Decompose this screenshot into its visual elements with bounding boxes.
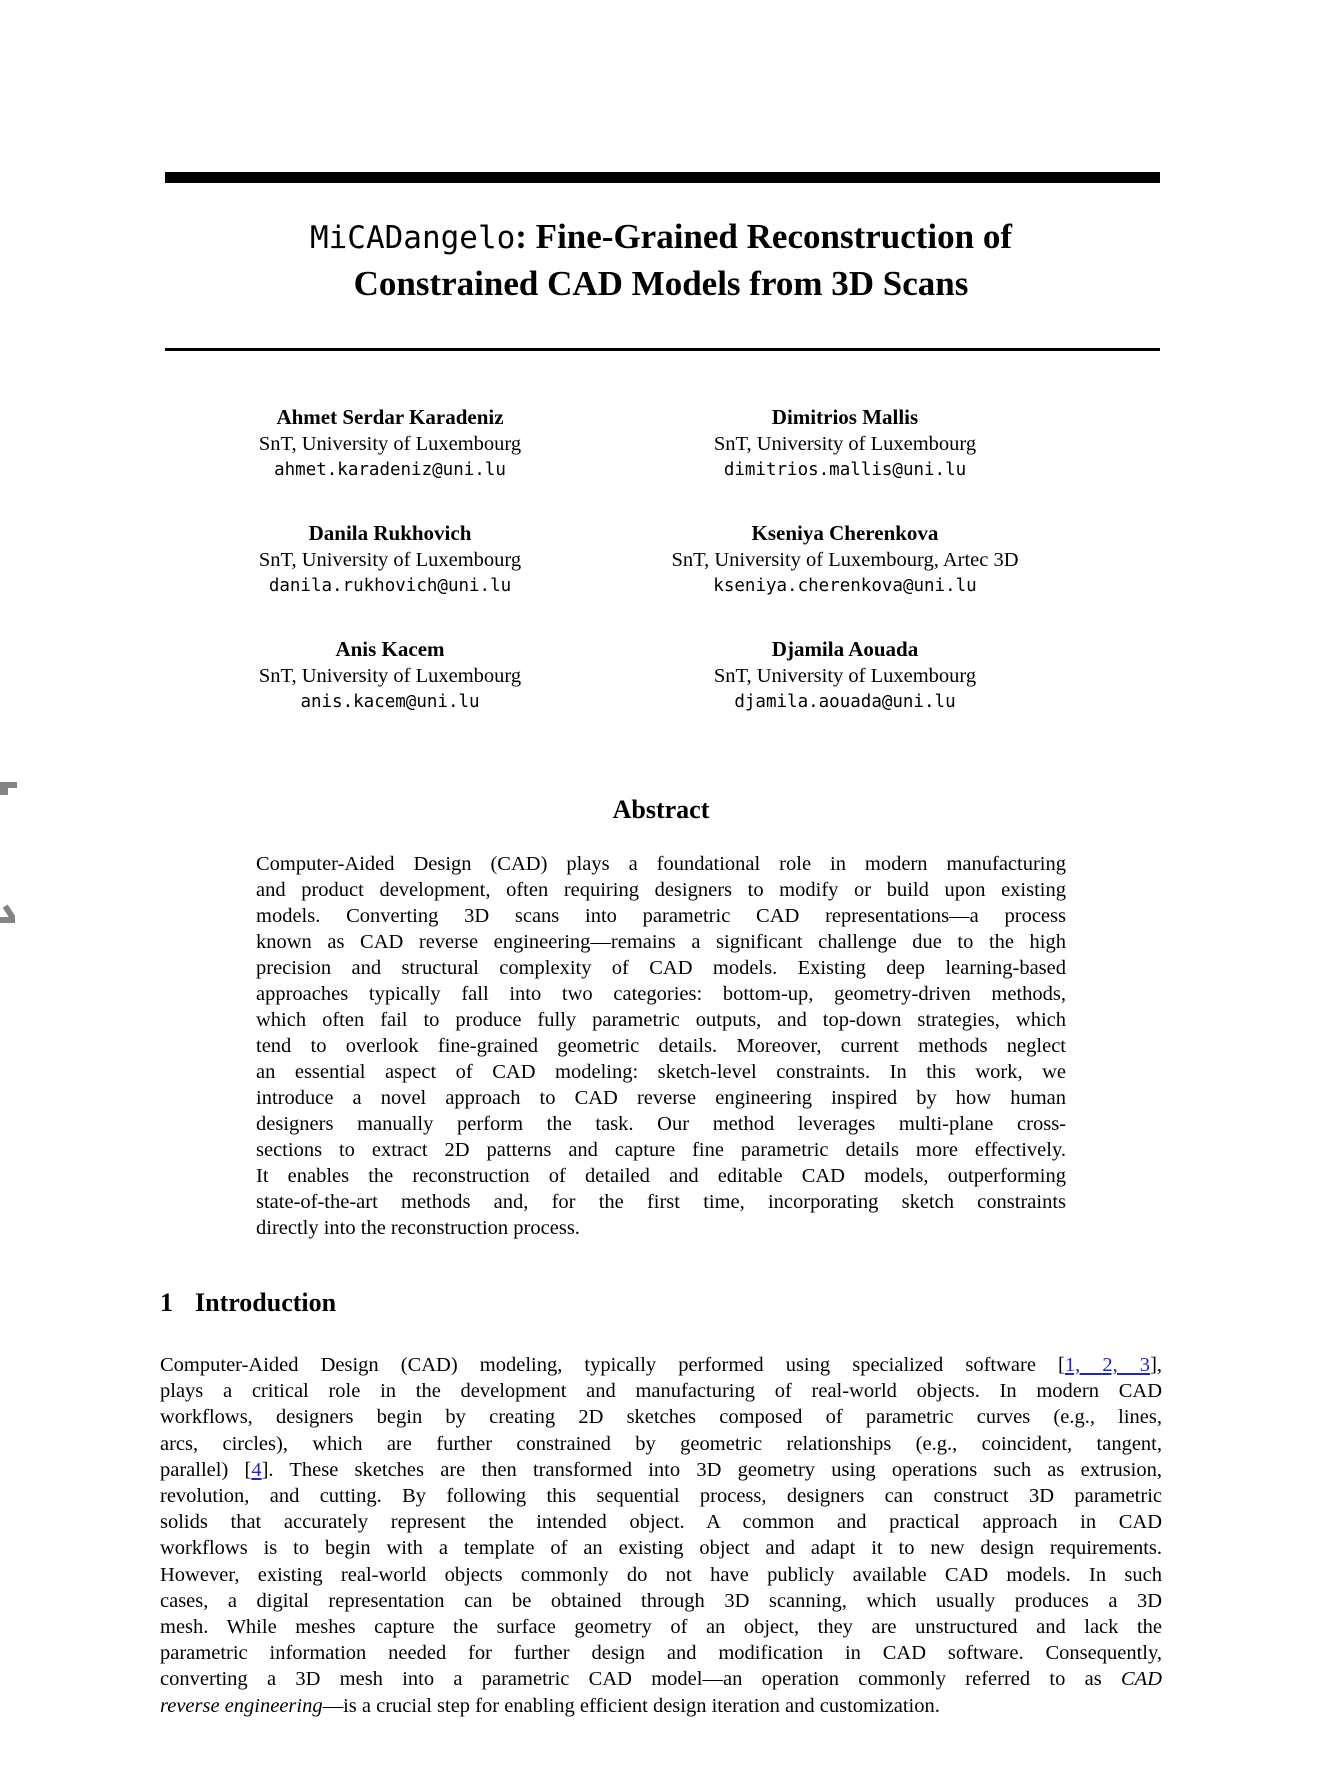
- text-segment: parametric information needed for further design and modification in CAD software. Consequently,: [160, 1642, 1162, 1665]
- text-segment: models. Converting 3D scans into parametric CAD representations—a process: [256, 905, 1066, 927]
- text-line: [256, 1059, 1066, 1085]
- text-line: [160, 1431, 1162, 1457]
- author-affiliation: SnT, University of Luxembourg, Artec 3D: [671, 549, 1019, 571]
- text-line: [160, 1378, 1162, 1404]
- text-line: [256, 929, 1066, 955]
- citation-link[interactable]: 4: [251, 1458, 262, 1481]
- author-name: Anis Kacem: [335, 637, 445, 661]
- text-line: [160, 1562, 1162, 1588]
- text-segment: plays a critical role in the development and manufacturing of real-world objects. In modern CAD: [160, 1380, 1162, 1403]
- text-line: [256, 955, 1066, 981]
- text-line: [256, 1033, 1066, 1059]
- author-affiliation: SnT, University of Luxembourg: [713, 665, 977, 687]
- text-line: [160, 1404, 1162, 1430]
- text-segment: cases, a digital representation can be obtained through 3D scanning, which usually produces a 3D: [160, 1589, 1162, 1612]
- text-line: [256, 1189, 1066, 1215]
- text-line: [256, 903, 1066, 929]
- text-segment: approaches typically fall into two categories: bottom-up, geometry-driven methods,: [256, 983, 1066, 1005]
- text-segment: introduce a novel approach to CAD reverse engineering inspired by how human: [256, 1087, 1066, 1109]
- text-segment: converting a 3D mesh into a parametric CAD model—an operation commonly referred to as: [160, 1668, 1121, 1691]
- text-line: [256, 1085, 1066, 1111]
- text-line: [256, 1137, 1066, 1163]
- paper-title-line1: [0, 214, 1322, 261]
- text-segment: sections to extract 2D patterns and capture fine parametric details more effectively.: [256, 1139, 1066, 1161]
- text-segment: which often fail to produce fully parametric outputs, and top-down strategies, which: [256, 1009, 1066, 1031]
- author-name: Kseniya Cherenkova: [751, 521, 939, 545]
- text-segment: an essential aspect of CAD modeling: sketch-level constraints. In this work, we: [256, 1061, 1066, 1083]
- author-affiliation: SnT, University of Luxembourg: [258, 433, 522, 455]
- text-segment: parallel) [: [160, 1458, 252, 1481]
- text-line: [160, 1509, 1162, 1535]
- author-affiliation: SnT, University of Luxembourg: [713, 433, 977, 455]
- text-segment: Computer-Aided Design (CAD) plays a foundational role in modern manufacturing: [256, 853, 1066, 875]
- text-line: [256, 1215, 1066, 1241]
- author-block: [565, 520, 1125, 599]
- text-segment: and product development, often requiring designers to modify or build upon existing: [256, 879, 1066, 901]
- text-segment: tend to overlook fine-grained geometric details. Moreover, current methods neglect: [256, 1035, 1066, 1057]
- text-line: [256, 1163, 1066, 1189]
- text-segment: designers manually perform the task. Our method leverages multi-plane cross-: [256, 1113, 1066, 1135]
- text-segment: ],: [1150, 1354, 1163, 1376]
- text-segment: known as CAD reverse engineering—remains a significant challenge due to the high: [256, 931, 1066, 953]
- top-rule: [165, 172, 1160, 183]
- author-name: Ahmet Serdar Karadeniz: [276, 405, 504, 429]
- citation-link[interactable]: 1, 2, 3: [1064, 1354, 1151, 1376]
- paper-title-rest: : Fine-Grained Reconstruction of: [515, 217, 1013, 256]
- author-email[interactable]: djamila.aouada@uni.lu: [734, 692, 956, 712]
- text-line: [160, 1666, 1162, 1692]
- text-segment: workflows is to begin with a template of an existing object and adapt it to new design requirements.: [160, 1537, 1162, 1560]
- text-line: [160, 1614, 1162, 1640]
- author-email[interactable]: dimitrios.mallis@uni.lu: [723, 460, 967, 480]
- section-number: 1: [160, 1288, 173, 1317]
- italic-term: CAD: [1121, 1668, 1162, 1691]
- text-line: [256, 981, 1066, 1007]
- abstract-heading: Abstract: [612, 795, 710, 824]
- author-name: Danila Rukhovich: [308, 521, 472, 545]
- text-line: [160, 1352, 1162, 1378]
- text-segment: mesh. While meshes capture the surface geometry of an object, they are unstructured and lack the: [160, 1616, 1162, 1639]
- text-segment: solids that accurately represent the intended object. A common and practical approach in CAD: [160, 1511, 1162, 1534]
- text-segment: It enables the reconstruction of detailed and editable CAD models, outperforming: [256, 1165, 1066, 1187]
- text-segment: workflows, designers begin by creating 2D sketches composed of parametric curves (e.g., lines,: [160, 1406, 1162, 1429]
- text-line: [256, 851, 1066, 877]
- author-affiliation: SnT, University of Luxembourg: [258, 549, 522, 571]
- author-block: [565, 404, 1125, 483]
- introduction-text: [160, 1352, 1162, 1719]
- author-email[interactable]: ahmet.karadeniz@uni.lu: [274, 460, 506, 480]
- author-email[interactable]: anis.kacem@uni.lu: [300, 692, 480, 712]
- text-segment: revolution, and cutting. By following this sequential process, designers can construct 3D parametric: [160, 1485, 1162, 1508]
- text-line: [160, 1457, 1162, 1483]
- author-email[interactable]: danila.rukhovich@uni.lu: [268, 576, 512, 596]
- authors-column-right: [565, 404, 1125, 752]
- author-email[interactable]: kseniya.cherenkova@uni.lu: [713, 576, 977, 596]
- section-title: Introduction: [195, 1288, 337, 1317]
- text-line: [160, 1483, 1162, 1509]
- text-segment: Computer-Aided Design (CAD) modeling, typically performed using specialized software [: [160, 1354, 1065, 1376]
- screen-artifact-icon: [0, 788, 8, 795]
- text-segment: state-of-the-art methods and, for the first time, incorporating sketch constraints: [256, 1191, 1066, 1213]
- text-segment: However, existing real-world objects commonly do not have publicly available CAD models. In such: [160, 1563, 1162, 1586]
- text-segment: precision and structural complexity of CAD models. Existing deep learning-based: [256, 957, 1066, 979]
- text-line: [160, 1535, 1162, 1561]
- text-line: [160, 1588, 1162, 1614]
- text-segment: —is a crucial step for enabling efficient design iteration and customization.: [322, 1694, 940, 1717]
- author-block: [565, 636, 1125, 715]
- text-segment: ]. These sketches are then transformed into 3D geometry using operations such as extrusion,: [261, 1458, 1163, 1481]
- abstract-text: [256, 851, 1066, 1241]
- author-name: Dimitrios Mallis: [771, 405, 919, 429]
- text-line: [160, 1693, 1162, 1719]
- paper-title: [0, 214, 1322, 307]
- italic-term: reverse engineering: [160, 1694, 323, 1717]
- paper-title-mono: MiCADangelo: [309, 220, 516, 256]
- text-segment: arcs, circles), which are further constrained by geometric relationships (e.g., coincident, tangent,: [160, 1432, 1162, 1455]
- text-line: [160, 1640, 1162, 1666]
- text-line: [256, 1111, 1066, 1137]
- text-line: [256, 877, 1066, 903]
- text-line: [256, 1007, 1066, 1033]
- text-segment: directly into the reconstruction process.: [256, 1217, 580, 1239]
- title-rule: [165, 348, 1160, 351]
- author-affiliation: SnT, University of Luxembourg: [258, 665, 522, 687]
- section-1-heading: [160, 1288, 336, 1318]
- paper-title-line2: Constrained CAD Models from 3D Scans: [353, 264, 969, 303]
- author-name: Djamila Aouada: [771, 637, 919, 661]
